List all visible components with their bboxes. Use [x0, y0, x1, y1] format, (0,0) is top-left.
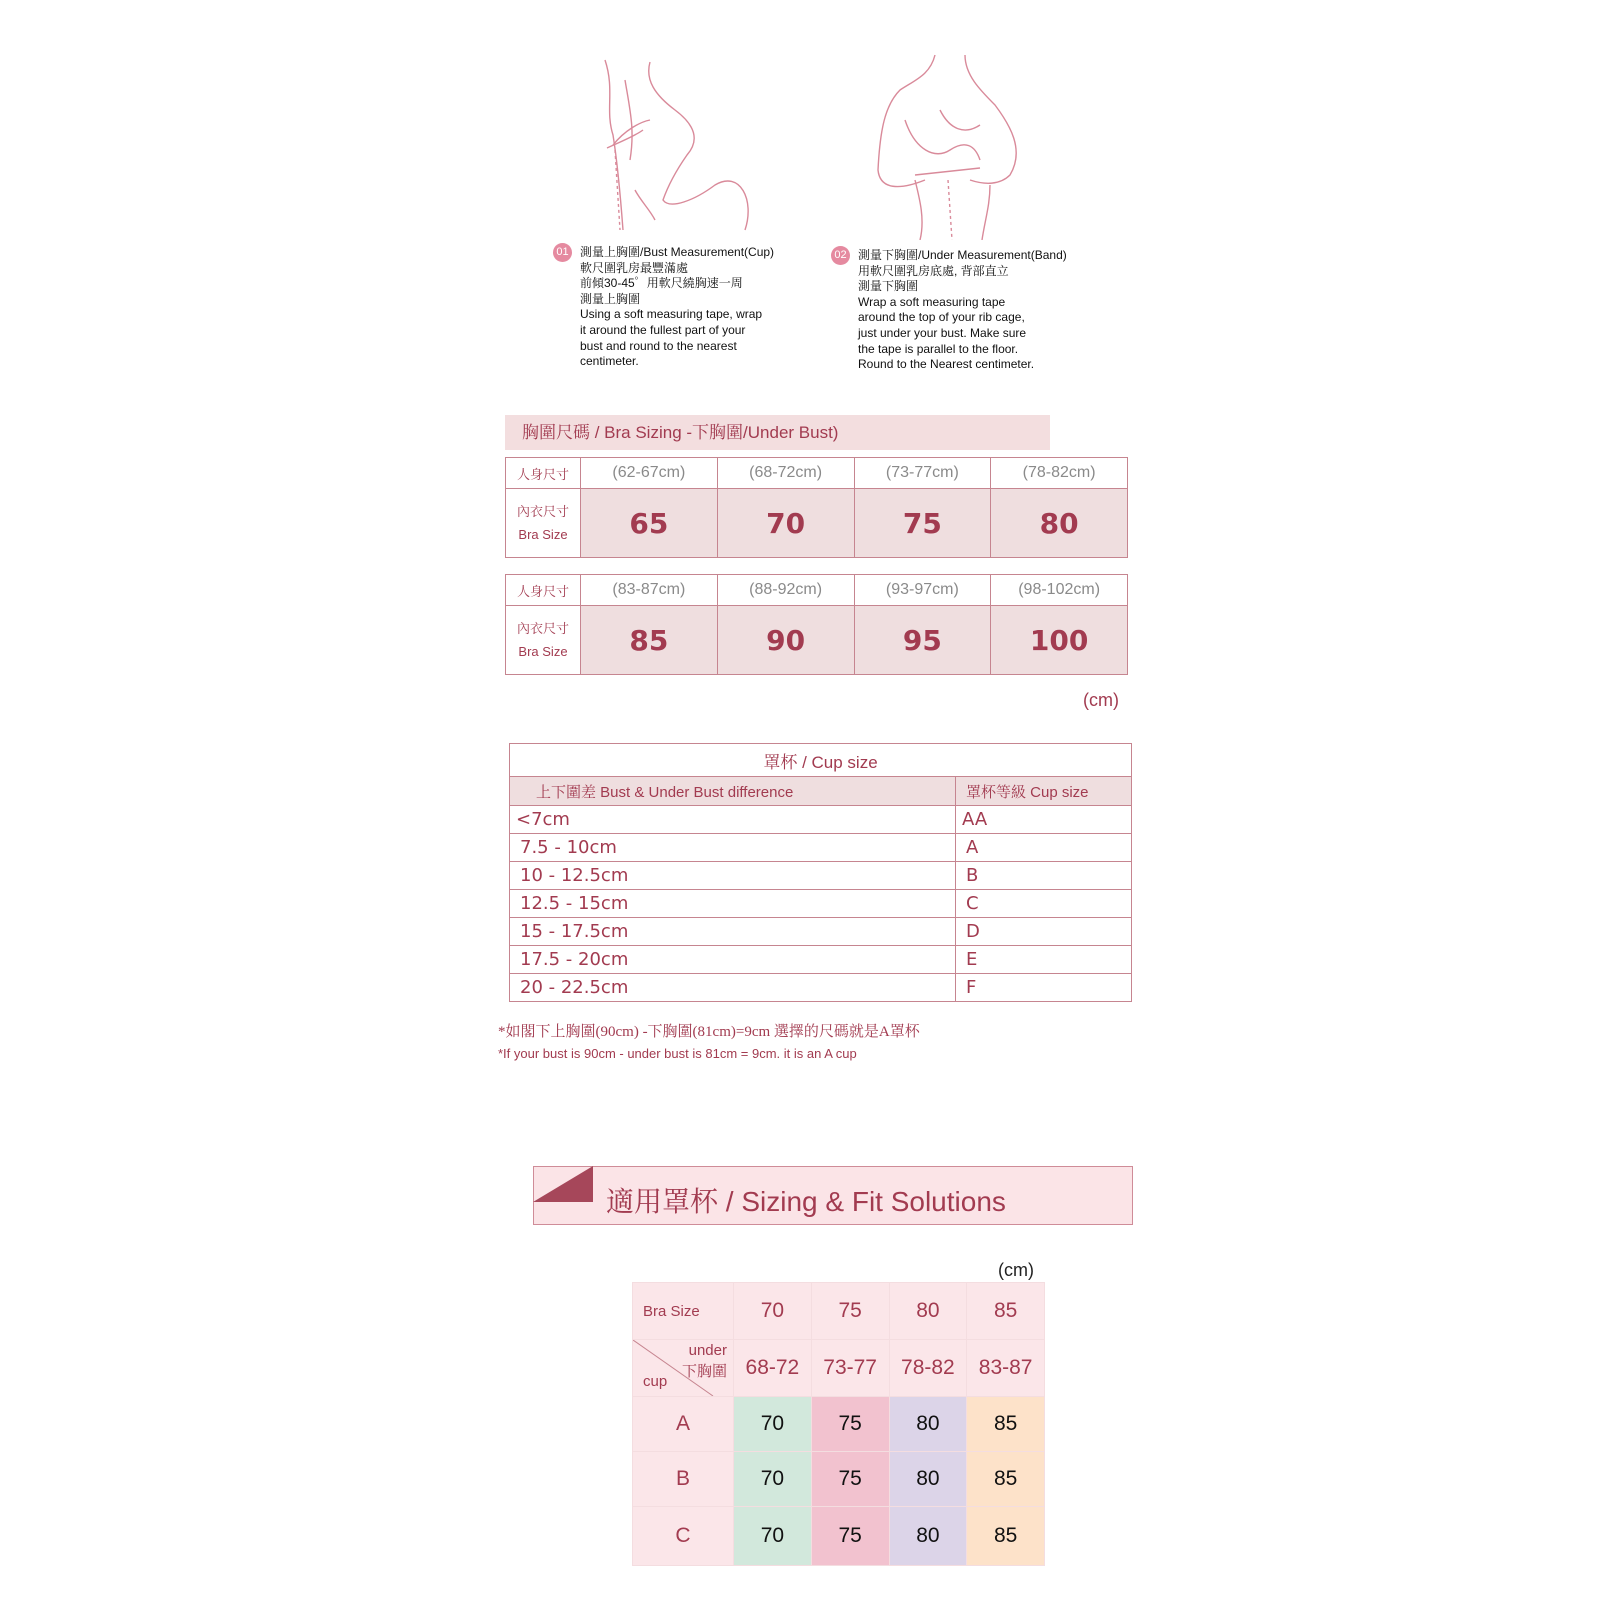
fit-size: 70	[734, 1283, 812, 1340]
fit-cell: 70	[734, 1397, 812, 1452]
fit-cell: 80	[889, 1397, 967, 1452]
step-band-measurement	[834, 248, 1067, 373]
under-range: 68-72	[734, 1340, 812, 1397]
step-number-badge: 02	[831, 246, 850, 265]
cup-diff: 12.5 - 15cm	[510, 890, 956, 918]
fit-cell: 75	[811, 1452, 889, 1507]
bra-size-value: 85	[581, 606, 718, 675]
fit-cell: 85	[967, 1397, 1045, 1452]
body-range: (98-102cm)	[991, 575, 1128, 606]
step-heading: 測量下胸圍/Under Measurement(Band)	[858, 248, 1067, 262]
body-range: (73-77cm)	[854, 458, 991, 489]
step-bust-measurement	[556, 245, 775, 370]
step-line: around the top of your rib cage,	[858, 310, 1025, 325]
cup-grade: F	[956, 974, 1132, 1002]
cup-diff: <7cm	[510, 806, 956, 834]
cup-diff: 10 - 12.5cm	[510, 862, 956, 890]
bra-sizing-title: 胸圍尺碼 / Bra Sizing -下胸圍/Under Bust)	[505, 415, 1050, 450]
body-range: (68-72cm)	[717, 458, 854, 489]
cup-diff: 7.5 - 10cm	[510, 834, 956, 862]
step-line: Round to the Nearest centimeter.	[858, 357, 1035, 372]
under-label-cn: 下胸圍	[681, 1364, 727, 1380]
cup-grade: C	[956, 890, 1132, 918]
step-line: 軟尺圍乳房最豐滿處	[580, 260, 689, 275]
cup-example-note-en: *If your bust is 90cm - under bust is 81cm = 9cm. it is an A cup	[498, 1046, 857, 1061]
fit-section-title: 適用罩杯 / Sizing & Fit Solutions	[606, 1186, 1006, 1217]
fit-size: 80	[889, 1283, 967, 1340]
bra-size-label: 內衣尺寸 Bra Size	[506, 489, 581, 558]
unit-label: (cm)	[1083, 690, 1119, 710]
cup-diff: 15 - 17.5cm	[510, 918, 956, 946]
fit-cell: 85	[967, 1452, 1045, 1507]
cup-grade: D	[956, 918, 1132, 946]
fit-cell: 70	[734, 1452, 812, 1507]
under-range: 73-77	[811, 1340, 889, 1397]
cup-grade: AA	[956, 806, 1132, 834]
band-measurement-illustration	[870, 50, 1030, 245]
fit-unit-label: (cm)	[998, 1260, 1034, 1280]
under-label: under	[688, 1342, 727, 1359]
cup-row-label: B	[633, 1452, 734, 1507]
body-range: (88-92cm)	[717, 575, 854, 606]
fit-cell: 75	[811, 1397, 889, 1452]
fit-size: 75	[811, 1283, 889, 1340]
fit-cell: 85	[967, 1507, 1045, 1566]
bra-size-value: 70	[717, 489, 854, 558]
fit-size: 85	[967, 1283, 1045, 1340]
step-line: 測量上胸圍	[580, 291, 641, 306]
body-size-label: 人身尺寸	[506, 458, 581, 489]
cup-col-difference-header: 上下圍差 Bust & Under Bust difference	[510, 777, 956, 806]
step-number-badge: 01	[553, 243, 572, 262]
bra-size-table-1	[505, 457, 1128, 558]
cup-row-label: A	[633, 1397, 734, 1452]
step-line: just under your bust. Make sure	[858, 325, 1027, 340]
step-heading: 測量上胸圍/Bust Measurement(Cup)	[580, 245, 775, 259]
cup-example-note-cn: *如閣下上胸圍(90cm) -下胸圍(81cm)=9cm 選擇的尺碼就是A罩杯	[498, 1024, 920, 1040]
bra-size-value: 75	[854, 489, 991, 558]
body-range: (62-67cm)	[581, 458, 718, 489]
fit-grid	[632, 1282, 1045, 1566]
cup-diff: 17.5 - 20cm	[510, 946, 956, 974]
cup-col-cup-header: 罩杯等級 Cup size	[956, 777, 1132, 806]
cup-size-title: 罩杯 / Cup size	[510, 744, 1132, 777]
bra-size-header: Bra Size	[633, 1283, 734, 1340]
fit-cell: 70	[734, 1507, 812, 1566]
banner-corner-triangle	[533, 1164, 595, 1204]
under-range: 83-87	[967, 1340, 1045, 1397]
bra-size-value: 100	[991, 606, 1128, 675]
cup-grade: A	[956, 834, 1132, 862]
step-line: bust and round to the nearest	[580, 338, 737, 353]
fit-cell: 75	[811, 1507, 889, 1566]
bust-measurement-illustration	[595, 50, 765, 245]
cup-diff: 20 - 22.5cm	[510, 974, 956, 1002]
cup-grade: B	[956, 862, 1132, 890]
cup-row-label: C	[633, 1507, 734, 1566]
bra-size-label: 內衣尺寸 Bra Size	[506, 606, 581, 675]
bra-size-value: 90	[717, 606, 854, 675]
bra-size-value: 65	[581, 489, 718, 558]
under-cup-corner	[633, 1340, 734, 1397]
bra-size-table-2	[505, 574, 1128, 675]
step-line: the tape is parallel to the floor.	[858, 341, 1019, 356]
step-line: centimeter.	[580, 354, 639, 369]
body-range: (78-82cm)	[991, 458, 1128, 489]
fit-cell: 80	[889, 1507, 967, 1566]
cup-size-table	[509, 743, 1132, 1002]
step-line: 測量下胸圍	[858, 279, 919, 294]
step-line: 前傾30-45゜用軟尺繞胸速一周	[580, 276, 743, 291]
body-size-label: 人身尺寸	[506, 575, 581, 606]
fit-cell: 80	[889, 1452, 967, 1507]
step-line: Wrap a soft measuring tape	[858, 294, 1006, 309]
under-range: 78-82	[889, 1340, 967, 1397]
bra-size-value: 95	[854, 606, 991, 675]
body-range: (83-87cm)	[581, 575, 718, 606]
bra-size-value: 80	[991, 489, 1128, 558]
cup-label: cup	[643, 1373, 668, 1390]
body-range: (93-97cm)	[854, 575, 991, 606]
step-line: 用軟尺圍乳房底處, 背部直立	[858, 263, 1009, 278]
cup-grade: E	[956, 946, 1132, 974]
step-line: Using a soft measuring tape, wrap	[580, 307, 763, 322]
step-line: it around the fullest part of your	[580, 322, 746, 337]
